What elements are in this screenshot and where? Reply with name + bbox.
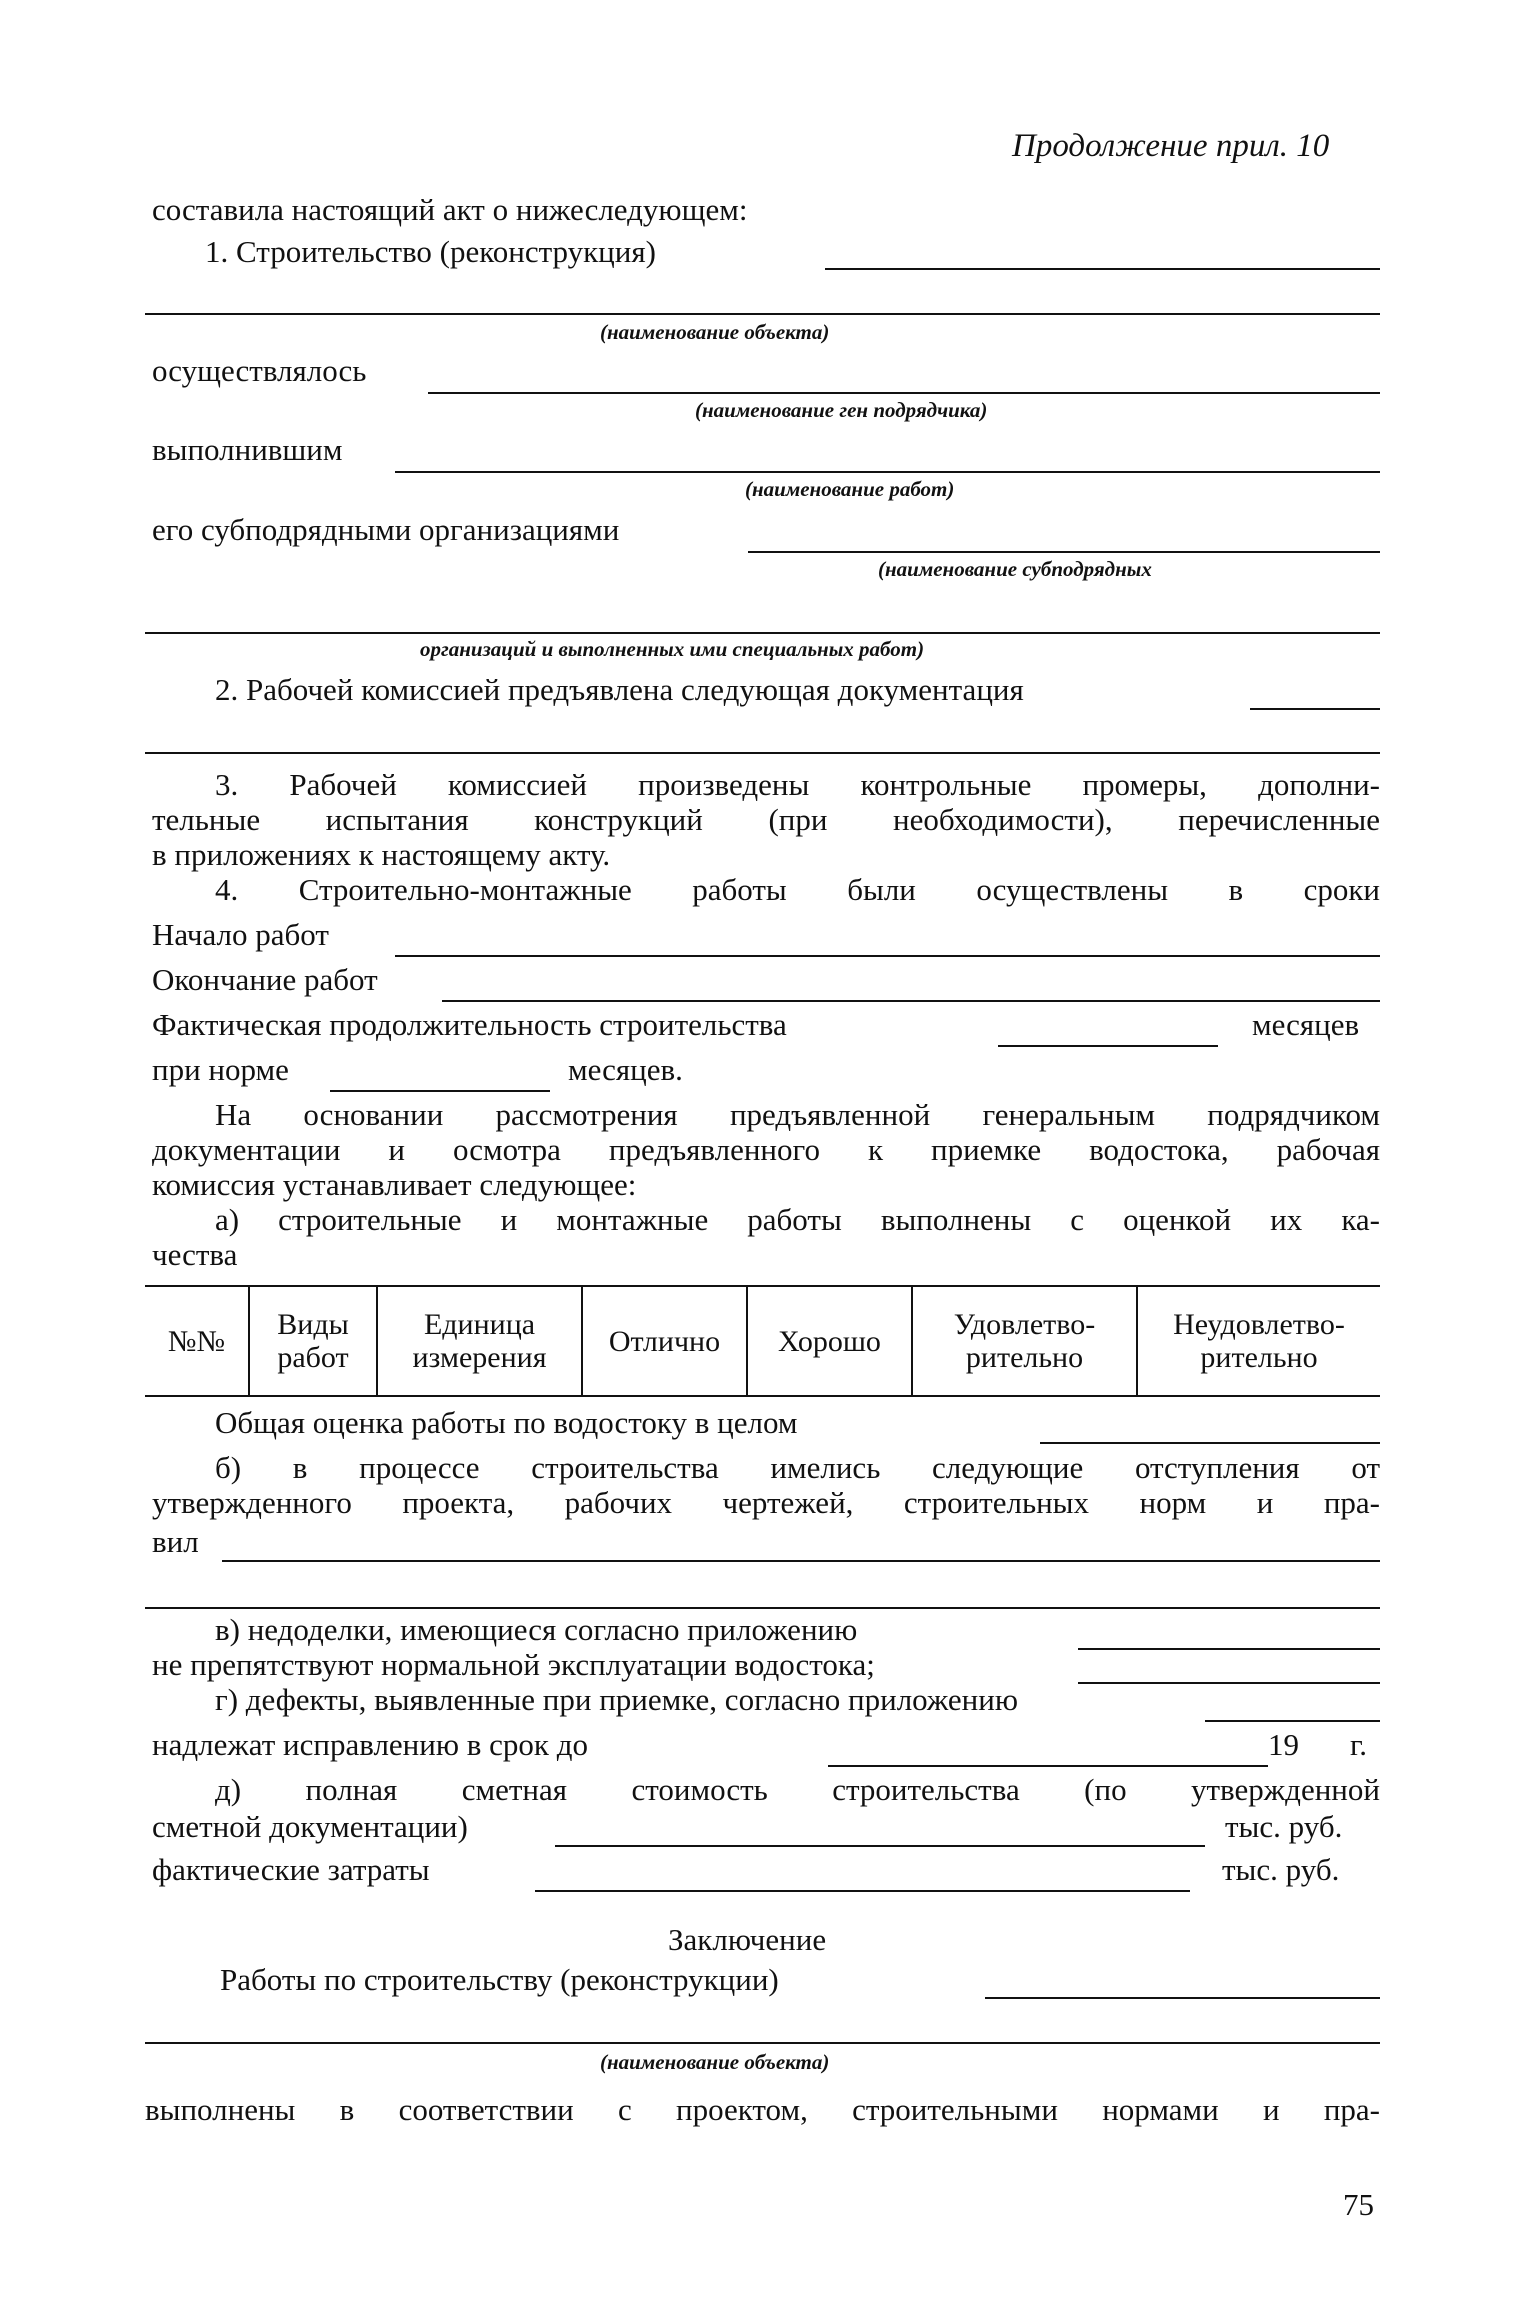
conclusion-object-line[interactable]	[985, 1997, 1380, 1999]
overall-label: Общая оценка работы по водостоку в целом	[215, 1405, 798, 1440]
contractor-line[interactable]	[428, 392, 1380, 394]
works-line[interactable]	[395, 471, 1380, 473]
caption-subcontractors-1: (наименование субподрядных	[878, 557, 1152, 581]
object-name-line-2[interactable]	[145, 313, 1380, 315]
item-b-line-1: б) в процессе строительства имелись следующие отступления от	[215, 1450, 1380, 1485]
basis-line-1: На основании рассмотрения предъявленной генеральным подрядчиком	[215, 1097, 1380, 1132]
item-b-line-3: вил	[152, 1524, 199, 1559]
object-name-line[interactable]	[825, 268, 1380, 270]
incomplete-work-line-2[interactable]	[1078, 1682, 1380, 1684]
actual-cost-label: фактические затраты	[152, 1852, 430, 1887]
caption-contractor: (наименование ген подрядчика)	[695, 398, 988, 422]
subcontractors-line-2[interactable]	[145, 632, 1380, 634]
item4-text: 4. Строительно-монтажные работы были осуществлены в сроки	[215, 872, 1380, 907]
caption-works: (наименование работ)	[745, 477, 955, 501]
item-b-line-2: утвержденного проекта, рабочих чертежей, строительных норм и пра-	[152, 1485, 1380, 1520]
quality-table	[145, 1285, 1380, 1397]
norm-line[interactable]	[330, 1090, 550, 1092]
defects-line[interactable]	[1205, 1720, 1380, 1722]
item3-line-2: тельные испытания конструкций (при необходимости), перечисленные	[152, 802, 1380, 837]
table-header-row	[145, 1286, 1380, 1396]
actual-cost-unit: тыс. руб.	[1222, 1852, 1340, 1887]
estimated-cost-unit: тыс. руб.	[1225, 1809, 1343, 1844]
documentation-line[interactable]	[1250, 708, 1380, 710]
start-label: Начало работ	[152, 917, 329, 952]
caption-conclusion-object: (наименование объекта)	[600, 2050, 830, 2074]
incomplete-work-line[interactable]	[1078, 1648, 1380, 1650]
subcontractors-label: его субподрядными организациями	[152, 512, 620, 547]
deviations-line[interactable]	[222, 1560, 1380, 1562]
fix-year-suffix: г.	[1350, 1727, 1367, 1762]
col-unit: Единица измерения	[377, 1286, 582, 1396]
overall-line[interactable]	[1040, 1442, 1380, 1444]
item-d-line-1: д) полная сметная стоимость строительства (по утвержденной	[215, 1772, 1380, 1807]
continuation-header: Продолжение прил. 10	[1012, 128, 1330, 164]
item-a-line-1: а) строительные и монтажные работы выполнены с оценкой их ка-	[215, 1202, 1380, 1237]
contractor-label: осуществлялось	[152, 353, 367, 388]
works-label: выполнившим	[152, 432, 343, 467]
col-good: Хорошо	[747, 1286, 912, 1396]
item3-line-1: 3. Рабочей комиссией произведены контрольные промеры, дополни-	[215, 767, 1380, 802]
item-v-line-1: в) недоделки, имеющиеся согласно приложению	[215, 1612, 858, 1647]
col-number: №№	[145, 1286, 249, 1396]
subcontractors-line[interactable]	[748, 551, 1380, 553]
duration-line[interactable]	[998, 1045, 1218, 1047]
deviations-line-2[interactable]	[145, 1607, 1380, 1609]
conclusion-final: выполнены в соответствии с проектом, строительными нормами и пра-	[145, 2092, 1380, 2127]
actual-cost-line[interactable]	[535, 1890, 1190, 1892]
caption-object-name: (наименование объекта)	[600, 320, 830, 344]
fix-date-line[interactable]	[828, 1765, 1268, 1767]
conclusion-title: Заключение	[668, 1922, 827, 1957]
estimated-cost-line[interactable]	[555, 1845, 1205, 1847]
item-v-line-2: не препятствуют нормальной эксплуатации водостока;	[152, 1647, 875, 1682]
end-date-line[interactable]	[442, 1000, 1380, 1002]
item-g-text: г) дефекты, выявленные при приемке, согласно приложению	[215, 1682, 1019, 1717]
conclusion-object-line-2[interactable]	[145, 2042, 1380, 2044]
documentation-line-2[interactable]	[145, 752, 1380, 754]
duration-label: Фактическая продолжительность строительства	[152, 1007, 787, 1042]
col-work-type: Виды работ	[249, 1286, 377, 1396]
col-satisfactory: Удовлетво- рительно	[912, 1286, 1137, 1396]
item3-line-3: в приложениях к настоящему акту.	[152, 837, 611, 872]
intro-text: составила настоящий акт о нижеследующем:	[152, 192, 748, 227]
norm-unit: месяцев.	[568, 1052, 683, 1087]
page-number: 75	[1343, 2187, 1374, 2222]
col-excellent: Отлично	[582, 1286, 747, 1396]
item1-label: 1. Строительство (реконструкция)	[205, 234, 656, 269]
basis-line-2: документации и осмотра предъявленного к приемке водостока, рабочая	[152, 1132, 1380, 1167]
fix-year: 19	[1268, 1727, 1299, 1762]
norm-label: при норме	[152, 1052, 289, 1087]
item2-text: 2. Рабочей комиссией предъявлена следующая документация	[215, 672, 1024, 707]
item-d-line-2: сметной документации)	[152, 1809, 468, 1844]
col-unsatisfactory: Неудовлетво- рительно	[1137, 1286, 1380, 1396]
caption-subcontractors-2: организаций и выполненных ими специальных работ)	[420, 637, 925, 661]
basis-line-3: комиссия устанавливает следующее:	[152, 1167, 637, 1202]
conclusion-text: Работы по строительству (реконструкции)	[220, 1962, 779, 1997]
start-date-line[interactable]	[395, 955, 1380, 957]
end-label: Окончание работ	[152, 962, 378, 997]
duration-unit: месяцев	[1252, 1007, 1360, 1042]
item-a-line-2: чества	[152, 1237, 238, 1272]
fix-label: надлежат исправлению в срок до	[152, 1727, 588, 1762]
